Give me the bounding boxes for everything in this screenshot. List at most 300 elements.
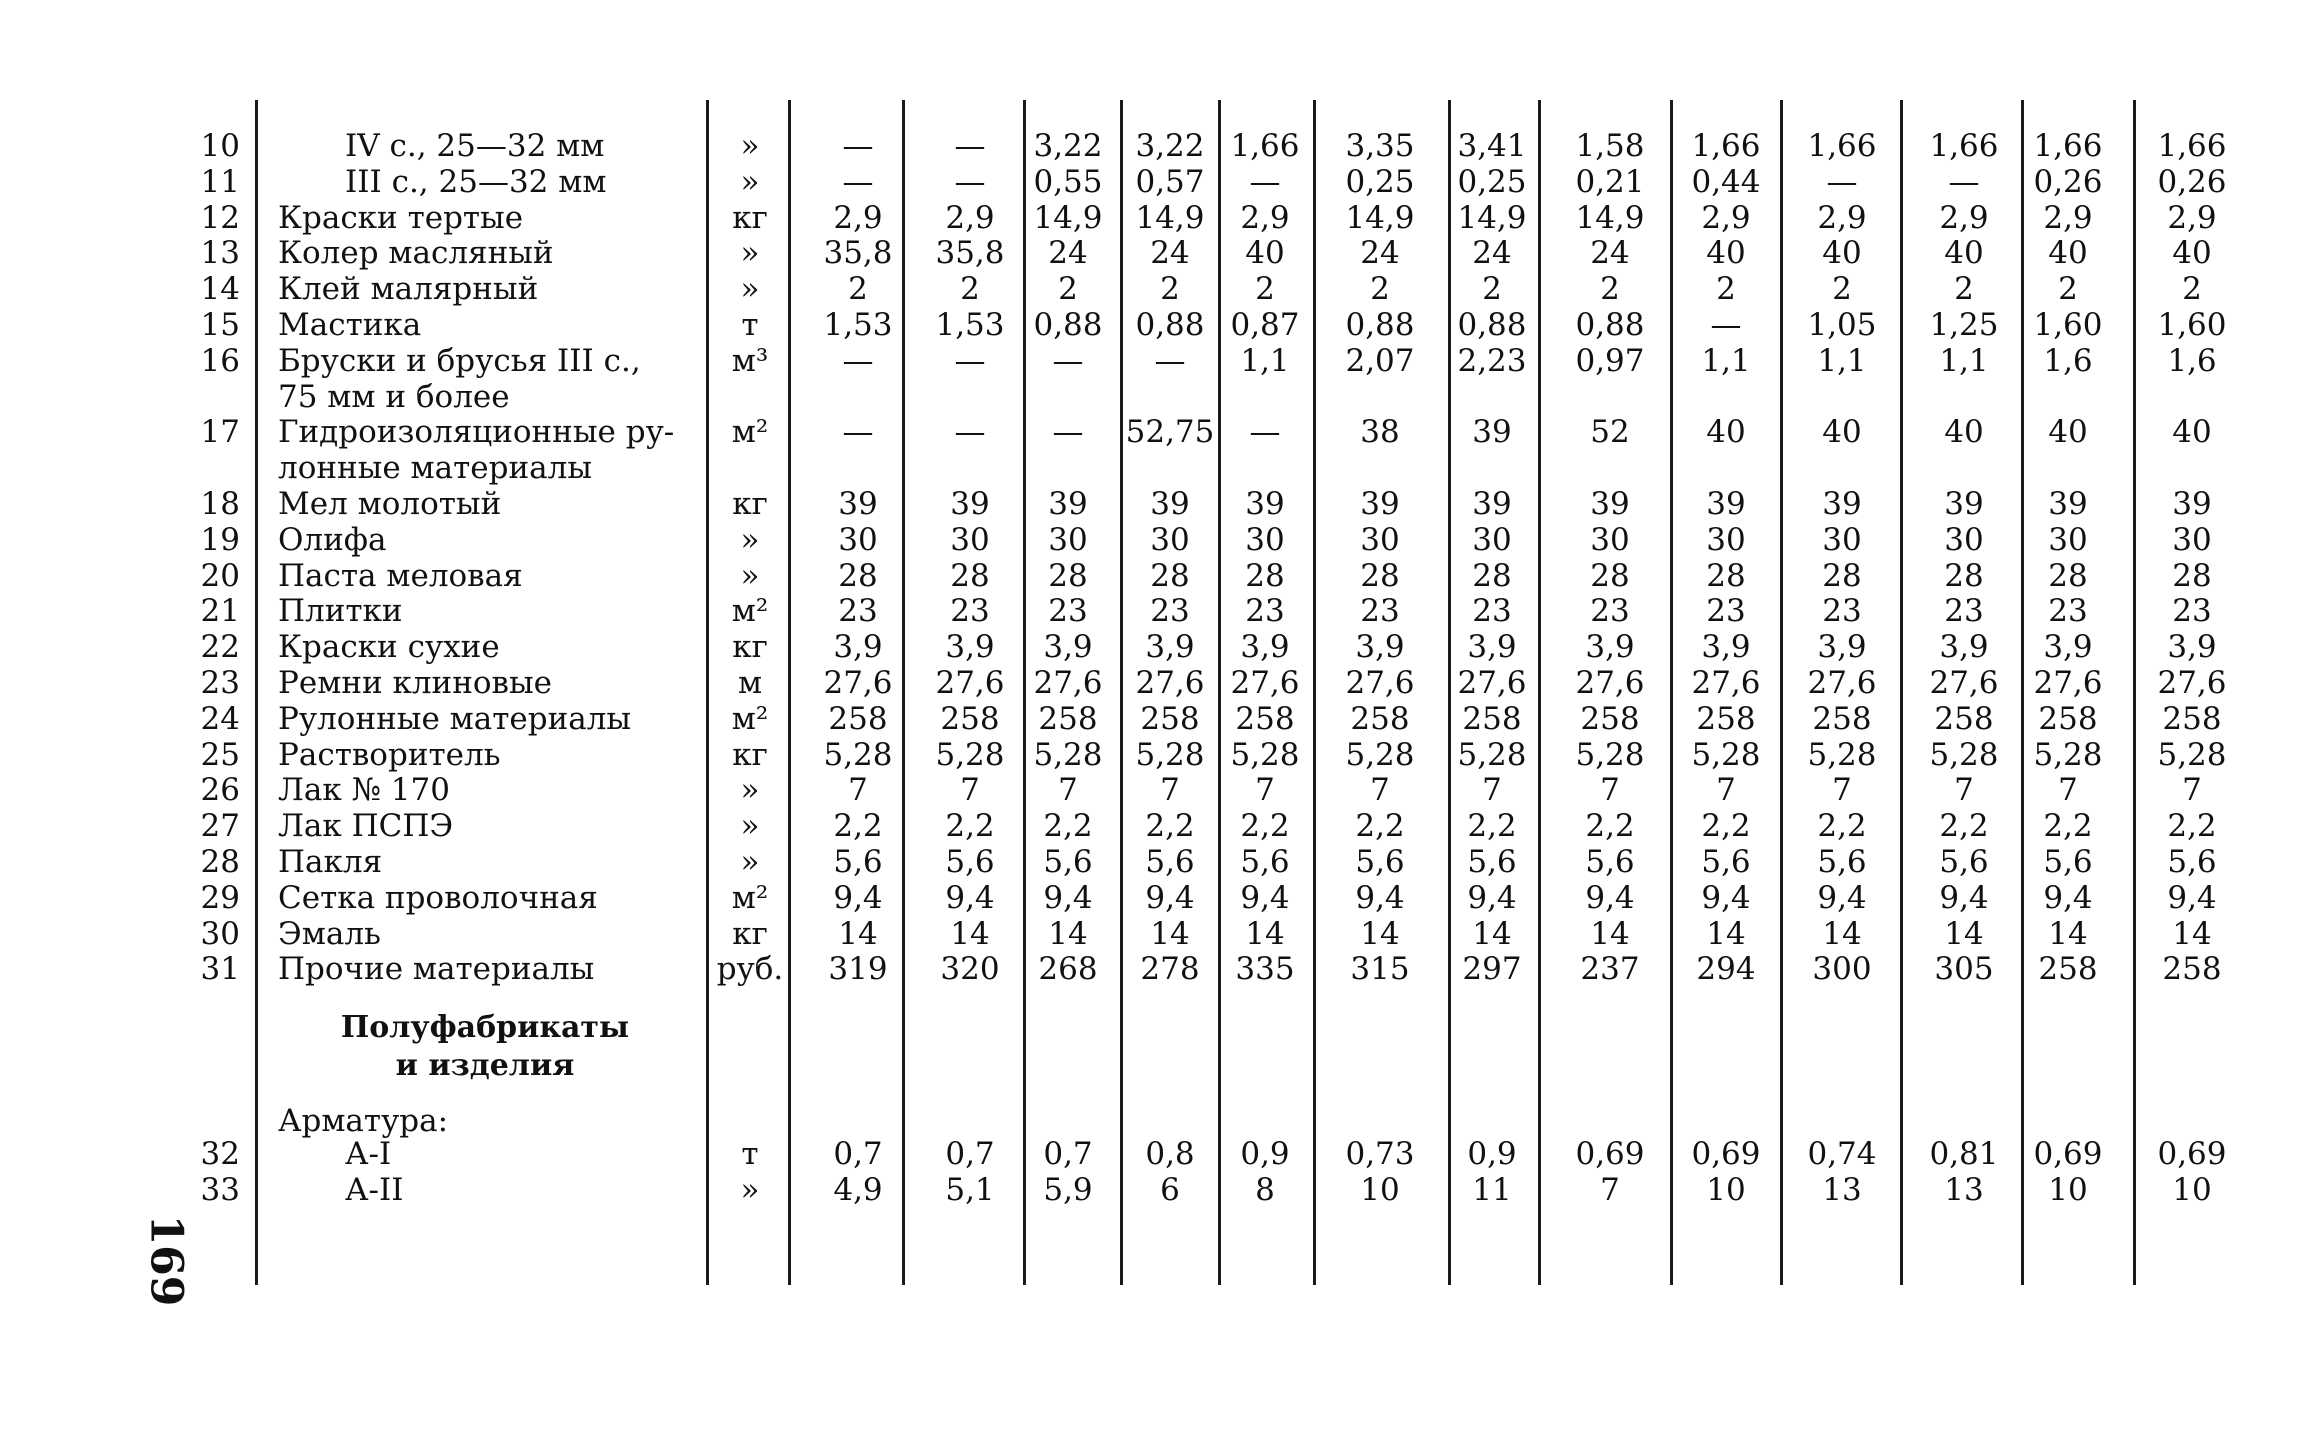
quantity-value: 14 <box>2048 915 2088 952</box>
quantity-value: 30 <box>1822 521 1862 558</box>
quantity-value: — <box>842 128 874 164</box>
quantity-value: 258 <box>2162 700 2222 737</box>
quantity-value: 0,26 <box>2157 163 2227 200</box>
quantity-value: 30 <box>1360 521 1400 558</box>
quantity-value: 10 <box>1360 1171 1400 1208</box>
unit-of-measure: м³ <box>731 342 769 379</box>
quantity-value: — <box>842 163 874 200</box>
quantity-value: 39 <box>838 486 878 522</box>
quantity-value: 2,9 <box>1701 199 1751 236</box>
quantity-value: 27,6 <box>1345 665 1415 701</box>
quantity-value: 258 <box>1696 700 1756 737</box>
material-name: Растворитель <box>278 736 501 773</box>
material-name: А-II <box>345 1171 404 1208</box>
quantity-value: 27,6 <box>1575 665 1645 701</box>
quantity-value: 28 <box>1245 557 1285 594</box>
quantity-value: 297 <box>1462 951 1522 988</box>
quantity-value: 315 <box>1350 951 1410 988</box>
quantity-value: 23 <box>1706 593 1746 630</box>
quantity-value: 14,9 <box>1345 199 1415 236</box>
quantity-value: 1,1 <box>1240 342 1290 379</box>
quantity-value: 2 <box>1255 271 1275 308</box>
quantity-value: 14 <box>2172 915 2212 952</box>
quantity-value: 7 <box>960 772 980 809</box>
quantity-value: 1,66 <box>1230 128 1300 164</box>
quantity-value: 0,7 <box>945 1136 995 1172</box>
quantity-value: 2,9 <box>2167 199 2217 236</box>
quantity-value: 9,4 <box>1355 879 1405 916</box>
quantity-value: 3,22 <box>1033 128 1103 164</box>
quantity-value: 7 <box>1255 772 1275 809</box>
unit-of-measure: кг <box>732 915 768 952</box>
quantity-value: 13 <box>1944 1171 1984 1208</box>
material-name: Пакля <box>278 844 383 880</box>
quantity-value: 5,6 <box>1240 844 1290 880</box>
quantity-value: 5,6 <box>2167 844 2217 880</box>
unit-of-measure: » <box>740 844 760 880</box>
quantity-value: 30 <box>838 521 878 558</box>
quantity-value: 2,2 <box>2167 808 2217 845</box>
quantity-value: 40 <box>2048 414 2088 451</box>
quantity-value: 52,75 <box>1125 414 1215 451</box>
quantity-value: 300 <box>1812 951 1872 988</box>
quantity-value: 1,66 <box>1691 128 1761 164</box>
material-name: Лак № 170 <box>278 772 450 809</box>
quantity-value: 40 <box>2048 235 2088 272</box>
column-rule <box>255 100 258 1285</box>
row-number: 19 <box>200 521 240 558</box>
quantity-value: 258 <box>828 700 888 737</box>
quantity-value: 2,2 <box>1355 808 1405 845</box>
quantity-value: 39 <box>1706 486 1746 522</box>
quantity-value: 28 <box>838 557 878 594</box>
quantity-value: 35,8 <box>935 235 1005 272</box>
quantity-value: 237 <box>1580 951 1640 988</box>
quantity-value: 39 <box>2172 486 2212 522</box>
quantity-value: 3,9 <box>1585 629 1635 666</box>
material-name: Лак ПСПЭ <box>278 808 454 845</box>
quantity-value: 2 <box>1716 271 1736 308</box>
row-number: 25 <box>200 736 240 773</box>
quantity-value: 3,9 <box>1817 629 1867 666</box>
quantity-value: 5,28 <box>1575 736 1645 773</box>
quantity-value: 39 <box>1245 486 1285 522</box>
quantity-value: 30 <box>2172 521 2212 558</box>
quantity-value: 39 <box>1150 486 1190 522</box>
quantity-value: 0,55 <box>1033 163 1103 200</box>
quantity-value: 40 <box>1944 414 1984 451</box>
unit-of-measure: » <box>740 772 760 809</box>
quantity-value: 30 <box>2048 521 2088 558</box>
quantity-value: 27,6 <box>1033 665 1103 701</box>
quantity-value: 3,9 <box>833 629 883 666</box>
quantity-value: 28 <box>1360 557 1400 594</box>
quantity-value: 5,28 <box>1457 736 1527 773</box>
quantity-value: 27,6 <box>2157 665 2227 701</box>
quantity-value: 10 <box>1706 1171 1746 1208</box>
quantity-value: 0,88 <box>1457 307 1527 343</box>
quantity-value: 9,4 <box>945 879 995 916</box>
quantity-value: 24 <box>1048 235 1088 272</box>
quantity-value: 9,4 <box>1043 879 1093 916</box>
row-number: 22 <box>200 629 240 666</box>
unit-of-measure: » <box>740 521 760 558</box>
quantity-value: 2,2 <box>833 808 883 845</box>
quantity-value: 2 <box>1832 271 1852 308</box>
quantity-value: 2 <box>848 271 868 308</box>
quantity-value: 27,6 <box>1135 665 1205 701</box>
quantity-value: 0,88 <box>1575 307 1645 343</box>
quantity-value: 6 <box>1160 1171 1180 1208</box>
quantity-value: 0,57 <box>1135 163 1205 200</box>
quantity-value: 1,6 <box>2167 342 2217 379</box>
quantity-value: 5,6 <box>945 844 995 880</box>
quantity-value: 9,4 <box>2167 879 2217 916</box>
quantity-value: 258 <box>1235 700 1295 737</box>
quantity-value: 2,2 <box>1240 808 1290 845</box>
unit-of-measure: » <box>740 235 760 272</box>
quantity-value: — <box>1826 163 1858 200</box>
material-name: Паста меловая <box>278 557 523 594</box>
quantity-value: 319 <box>828 951 888 988</box>
column-rule <box>1900 100 1903 1285</box>
quantity-value: 3,22 <box>1135 128 1205 164</box>
quantity-value: 294 <box>1696 951 1756 988</box>
quantity-value: 0,69 <box>1691 1136 1761 1172</box>
quantity-value: 5,28 <box>1135 736 1205 773</box>
material-name: Краски сухие <box>278 629 500 666</box>
material-name: Ремни клиновые <box>278 665 553 701</box>
row-number: 23 <box>200 665 240 701</box>
material-name: Бруски и брусья III с., <box>278 342 641 379</box>
quantity-value: 40 <box>1822 235 1862 272</box>
quantity-value: 40 <box>1944 235 1984 272</box>
quantity-value: 2,07 <box>1345 342 1415 379</box>
quantity-value: 3,9 <box>1467 629 1517 666</box>
quantity-value: 258 <box>1140 700 1200 737</box>
quantity-value: 9,4 <box>1817 879 1867 916</box>
unit-of-measure: кг <box>732 486 768 522</box>
quantity-value: 2 <box>1370 271 1390 308</box>
unit-of-measure: м <box>737 665 763 701</box>
page-number: 169 <box>140 1214 192 1307</box>
quantity-value: 28 <box>1472 557 1512 594</box>
unit-of-measure: м² <box>731 593 769 630</box>
quantity-value: 5,28 <box>2033 736 2103 773</box>
quantity-value: 2 <box>1058 271 1078 308</box>
quantity-value: 1,53 <box>935 307 1005 343</box>
material-name: Гидроизоляционные ру- <box>278 414 675 451</box>
quantity-value: 5,6 <box>1817 844 1867 880</box>
unit-of-measure: кг <box>732 199 768 236</box>
quantity-value: 30 <box>1944 521 1984 558</box>
quantity-value: 27,6 <box>1230 665 1300 701</box>
quantity-value: 0,69 <box>2033 1136 2103 1172</box>
quantity-value: 0,7 <box>1043 1136 1093 1172</box>
quantity-value: 14 <box>1048 915 1088 952</box>
quantity-value: 24 <box>1360 235 1400 272</box>
quantity-value: 23 <box>838 593 878 630</box>
row-number: 29 <box>200 879 240 916</box>
quantity-value: 2,9 <box>1817 199 1867 236</box>
quantity-value: 2 <box>960 271 980 308</box>
quantity-value: 23 <box>1822 593 1862 630</box>
quantity-value: 27,6 <box>1929 665 1999 701</box>
quantity-value: 13 <box>1822 1171 1862 1208</box>
quantity-value: 320 <box>940 951 1000 988</box>
quantity-value: 23 <box>1150 593 1190 630</box>
row-number: 24 <box>200 700 240 737</box>
quantity-value: 2,2 <box>2043 808 2093 845</box>
row-number: 12 <box>200 199 240 236</box>
material-name-continued: 75 мм и более <box>278 378 510 415</box>
row-number: 30 <box>200 915 240 952</box>
quantity-value: 27,6 <box>935 665 1005 701</box>
quantity-value: 28 <box>1590 557 1630 594</box>
material-name: Мел молотый <box>278 486 502 522</box>
quantity-value: 2,23 <box>1457 342 1527 379</box>
quantity-value: 28 <box>1706 557 1746 594</box>
quantity-value: 23 <box>1590 593 1630 630</box>
quantity-value: 14 <box>1944 915 1984 952</box>
unit-of-measure: кг <box>732 736 768 773</box>
quantity-value: 28 <box>2048 557 2088 594</box>
quantity-value: 14 <box>1472 915 1512 952</box>
quantity-value: 0,69 <box>1575 1136 1645 1172</box>
quantity-value: 2 <box>1600 271 1620 308</box>
unit-of-measure: » <box>740 128 760 164</box>
quantity-value: 0,81 <box>1929 1136 1999 1172</box>
quantity-value: 9,4 <box>833 879 883 916</box>
quantity-value: 1,66 <box>1807 128 1877 164</box>
quantity-value: 258 <box>2038 951 2098 988</box>
quantity-value: 28 <box>1150 557 1190 594</box>
quantity-value: 0,97 <box>1575 342 1645 379</box>
row-number: 20 <box>200 557 240 594</box>
quantity-value: 2,2 <box>1145 808 1195 845</box>
quantity-value: 1,60 <box>2033 307 2103 343</box>
row-number: 26 <box>200 772 240 809</box>
quantity-value: 39 <box>1944 486 1984 522</box>
quantity-value: 40 <box>1822 414 1862 451</box>
quantity-value: — <box>954 414 986 451</box>
quantity-value: 14 <box>1822 915 1862 952</box>
quantity-value: 1,60 <box>2157 307 2227 343</box>
quantity-value: 5,28 <box>1691 736 1761 773</box>
quantity-value: 5,6 <box>1467 844 1517 880</box>
quantity-value: — <box>1710 307 1742 343</box>
unit-of-measure: т <box>741 307 759 343</box>
quantity-value: 30 <box>1245 521 1285 558</box>
quantity-value: 35,8 <box>823 235 893 272</box>
quantity-value: 5,6 <box>1145 844 1195 880</box>
row-number: 27 <box>200 808 240 845</box>
quantity-value: 2 <box>2182 271 2202 308</box>
quantity-value: 0,88 <box>1345 307 1415 343</box>
quantity-value: 14,9 <box>1135 199 1205 236</box>
quantity-value: 0,26 <box>2033 163 2103 200</box>
row-number: 28 <box>200 844 240 880</box>
quantity-value: 24 <box>1472 235 1512 272</box>
quantity-value: 0,21 <box>1575 163 1645 200</box>
quantity-value: 305 <box>1934 951 1994 988</box>
quantity-value: 3,35 <box>1345 128 1415 164</box>
quantity-value: 7 <box>1160 772 1180 809</box>
quantity-value: 8 <box>1255 1171 1275 1208</box>
quantity-value: 2,9 <box>1939 199 1989 236</box>
quantity-value: 14,9 <box>1457 199 1527 236</box>
quantity-value: 268 <box>1038 951 1098 988</box>
quantity-value: 23 <box>2172 593 2212 630</box>
quantity-value: 7 <box>1716 772 1736 809</box>
quantity-value: 3,9 <box>1355 629 1405 666</box>
quantity-value: 14 <box>1245 915 1285 952</box>
quantity-value: 28 <box>1822 557 1862 594</box>
quantity-value: 40 <box>1245 235 1285 272</box>
quantity-value: 5,9 <box>1043 1171 1093 1208</box>
row-number: 31 <box>200 951 240 988</box>
quantity-value: — <box>954 342 986 379</box>
quantity-value: 258 <box>2038 700 2098 737</box>
unit-of-measure: м² <box>731 700 769 737</box>
quantity-value: 27,6 <box>1691 665 1761 701</box>
quantity-value: 0,69 <box>2157 1136 2227 1172</box>
quantity-value: 3,9 <box>2043 629 2093 666</box>
quantity-value: 3,9 <box>1701 629 1751 666</box>
unit-of-measure: » <box>740 163 760 200</box>
quantity-value: 7 <box>1600 772 1620 809</box>
quantity-value: 27,6 <box>1807 665 1877 701</box>
column-rule <box>788 100 791 1285</box>
quantity-value: 2,2 <box>1701 808 1751 845</box>
row-number: 32 <box>200 1136 240 1172</box>
quantity-value: 28 <box>1048 557 1088 594</box>
quantity-value: 335 <box>1235 951 1295 988</box>
quantity-value: 7 <box>2058 772 2078 809</box>
quantity-value: 14 <box>1360 915 1400 952</box>
quantity-value: 7 <box>1058 772 1078 809</box>
quantity-value: 23 <box>1360 593 1400 630</box>
quantity-value: 39 <box>2048 486 2088 522</box>
quantity-value: 1,66 <box>2033 128 2103 164</box>
unit-of-measure: » <box>740 271 760 308</box>
quantity-value: 23 <box>1245 593 1285 630</box>
row-number: 11 <box>200 163 240 200</box>
row-number: 17 <box>200 414 240 451</box>
quantity-value: 10 <box>2172 1171 2212 1208</box>
section-title-line-2: и изделия <box>395 1048 575 1083</box>
quantity-value: 0,88 <box>1033 307 1103 343</box>
unit-of-measure: » <box>740 1171 760 1208</box>
quantity-value: 0,88 <box>1135 307 1205 343</box>
quantity-value: 39 <box>1360 486 1400 522</box>
material-name: Сетка проволочная <box>278 879 598 916</box>
quantity-value: 3,9 <box>945 629 995 666</box>
quantity-value: 40 <box>1706 235 1746 272</box>
quantity-value: 7 <box>1832 772 1852 809</box>
row-number: 14 <box>200 271 240 308</box>
material-name: Олифа <box>278 521 387 558</box>
quantity-value: 14,9 <box>1033 199 1103 236</box>
quantity-value: 0,9 <box>1467 1136 1517 1172</box>
material-name: Краски тертые <box>278 199 524 236</box>
quantity-value: 5,28 <box>1345 736 1415 773</box>
row-number: 18 <box>200 486 240 522</box>
quantity-value: 2,2 <box>1939 808 1989 845</box>
quantity-value: 0,7 <box>833 1136 883 1172</box>
quantity-value: 40 <box>2172 414 2212 451</box>
quantity-value: 0,87 <box>1230 307 1300 343</box>
quantity-value: 5,28 <box>1033 736 1103 773</box>
quantity-value: 1,58 <box>1575 128 1645 164</box>
quantity-value: 7 <box>1600 1171 1620 1208</box>
quantity-value: 258 <box>940 700 1000 737</box>
material-name: Колер масляный <box>278 235 554 272</box>
material-name: III с., 25—32 мм <box>345 163 607 200</box>
quantity-value: 5,28 <box>2157 736 2227 773</box>
quantity-value: 5,6 <box>2043 844 2093 880</box>
quantity-value: 3,9 <box>2167 629 2217 666</box>
quantity-value: — <box>842 342 874 379</box>
quantity-value: 2,9 <box>1240 199 1290 236</box>
material-name-continued: лонные материалы <box>278 450 592 487</box>
quantity-value: 2 <box>1954 271 1974 308</box>
quantity-value: 3,9 <box>1043 629 1093 666</box>
quantity-value: 2 <box>2058 271 2078 308</box>
quantity-value: 2,2 <box>1043 808 1093 845</box>
quantity-value: 28 <box>950 557 990 594</box>
quantity-value: 14,9 <box>1575 199 1645 236</box>
unit-of-measure: » <box>740 557 760 594</box>
material-name: IV с., 25—32 мм <box>345 128 605 164</box>
armatura-label: Арматура: <box>278 1103 449 1139</box>
quantity-value: — <box>1052 342 1084 379</box>
quantity-value: 14 <box>1706 915 1746 952</box>
quantity-value: 9,4 <box>1145 879 1195 916</box>
quantity-value: 5,28 <box>1230 736 1300 773</box>
quantity-value: 7 <box>1482 772 1502 809</box>
quantity-value: 3,9 <box>1240 629 1290 666</box>
quantity-value: 30 <box>1706 521 1746 558</box>
quantity-value: 0,25 <box>1457 163 1527 200</box>
quantity-value: 3,9 <box>1145 629 1195 666</box>
quantity-value: 23 <box>950 593 990 630</box>
quantity-value: 5,28 <box>935 736 1005 773</box>
quantity-value: 0,74 <box>1807 1136 1877 1172</box>
quantity-value: — <box>954 128 986 164</box>
quantity-value: 30 <box>1048 521 1088 558</box>
quantity-value: 39 <box>1822 486 1862 522</box>
quantity-value: 27,6 <box>823 665 893 701</box>
column-rule <box>1780 100 1783 1285</box>
quantity-value: 0,9 <box>1240 1136 1290 1172</box>
quantity-value: 5,6 <box>1585 844 1635 880</box>
quantity-value: 1,05 <box>1807 307 1877 343</box>
quantity-value: 40 <box>1706 414 1746 451</box>
quantity-value: 39 <box>1590 486 1630 522</box>
unit-of-measure: м² <box>731 414 769 451</box>
quantity-value: 5,6 <box>833 844 883 880</box>
quantity-value: 27,6 <box>2033 665 2103 701</box>
quantity-value: 23 <box>2048 593 2088 630</box>
column-rule <box>2133 100 2136 1285</box>
row-number: 15 <box>200 307 240 343</box>
quantity-value: 9,4 <box>1939 879 1989 916</box>
quantity-value: 1,1 <box>1701 342 1751 379</box>
row-number: 33 <box>200 1171 240 1208</box>
quantity-value: 278 <box>1140 951 1200 988</box>
quantity-value: 28 <box>2172 557 2212 594</box>
